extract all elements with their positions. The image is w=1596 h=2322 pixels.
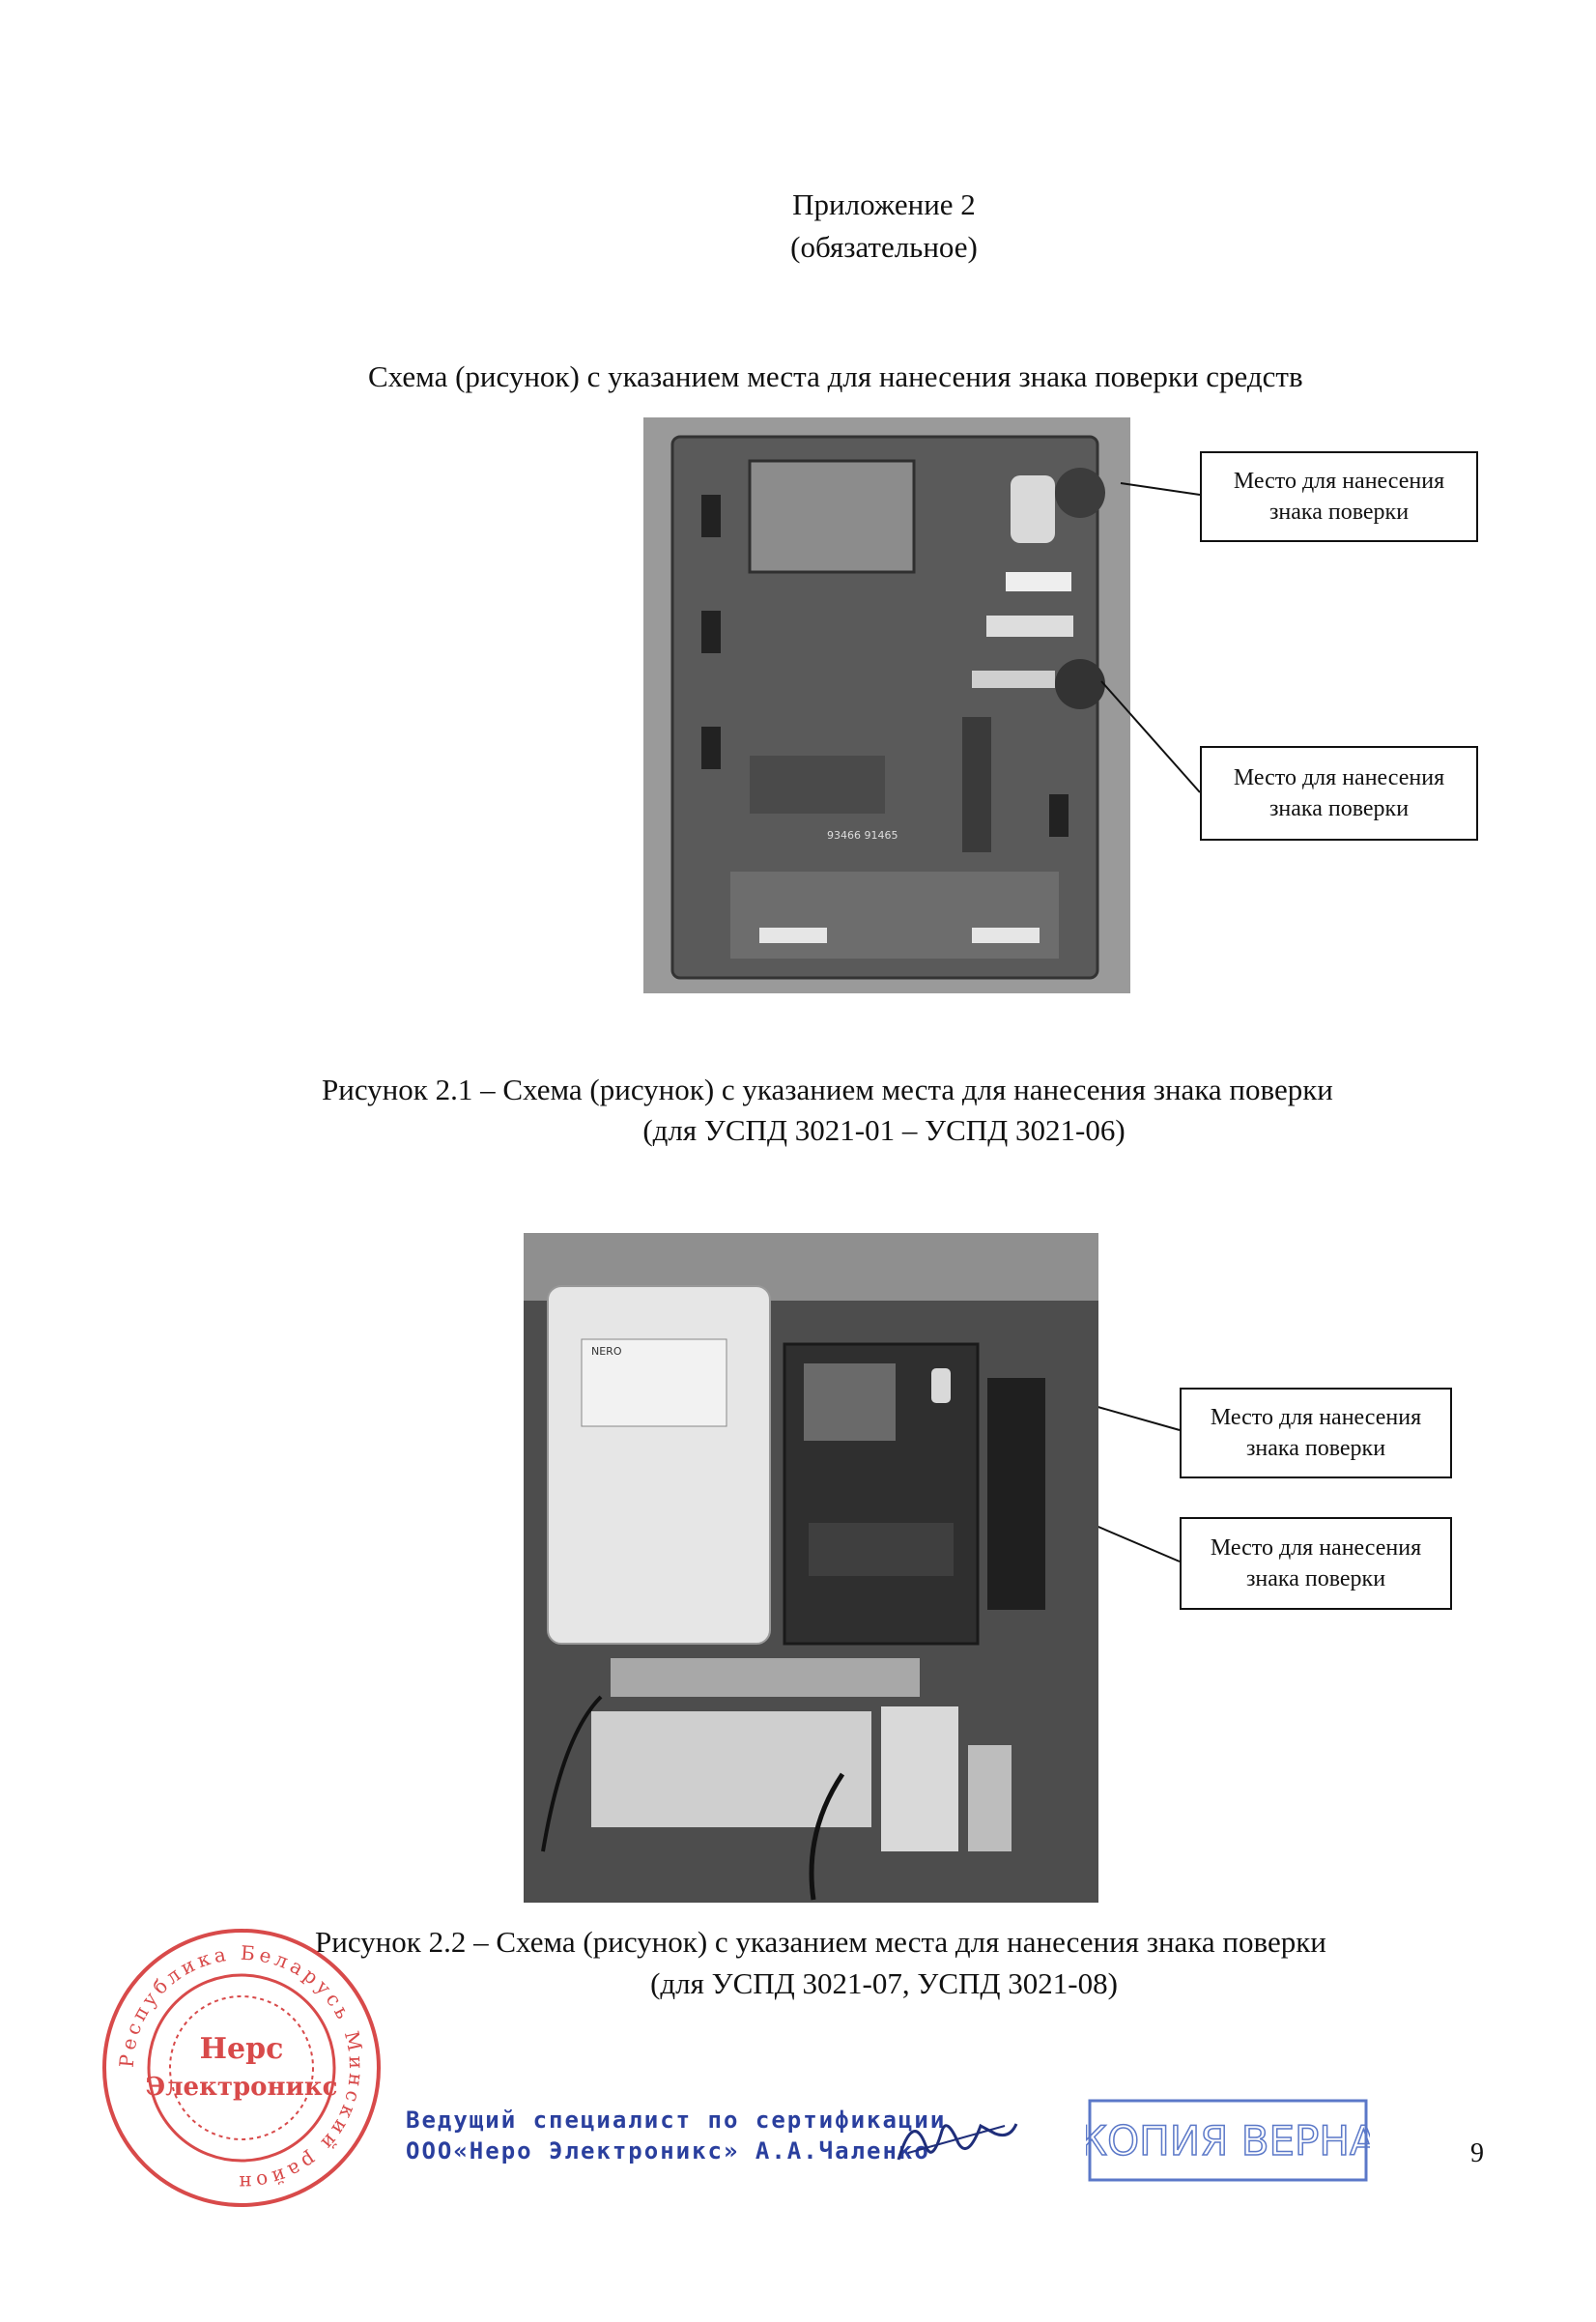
stamp-center-text-1: Нерс	[199, 2032, 284, 2066]
stamp-center-text-2: Электроникс	[145, 2073, 338, 2102]
appendix-subtitle: (обязательное)	[790, 230, 978, 264]
figure-2-photo	[524, 1233, 1098, 1903]
callout-line2: знака поверки	[1245, 1436, 1386, 1461]
scheme-heading: Схема (рисунок) с указанием места для нанесения знака поверки средств	[368, 359, 1303, 393]
signatory-name: ООО«Неро Электроникс» А.А.Чаленко	[406, 2137, 930, 2164]
svg-text:Республика Беларусь Минский ра	[115, 1941, 368, 2194]
stamp-ring-text: Республика Беларусь Минский район	[114, 1940, 369, 2195]
copy-certified-stamp	[1086, 2097, 1370, 2184]
figure-1-caption: Рисунок 2.1 – Схема (рисунок) с указанием места для нанесения знака поверки	[322, 1073, 1333, 1106]
callout-verification-mark-2	[1200, 746, 1478, 841]
callout-line1: Место для нанесения	[1210, 1535, 1422, 1561]
figure-1-caption-sub: (для УСПД 3021-01 – УСПД 3021-06)	[642, 1113, 1126, 1147]
copy-stamp-text: КОПИЯ ВЕРНА	[1086, 2117, 1370, 2164]
signatory-position: Ведущий специалист по сертификации	[406, 2107, 947, 2134]
company-round-stamp	[97, 1923, 386, 2213]
page-number: 9	[1470, 2138, 1484, 2168]
callout-verification-mark-3	[1180, 1388, 1452, 1478]
callout-line2: знака поверки	[1245, 1566, 1386, 1591]
callout-verification-mark-4	[1180, 1517, 1452, 1610]
device-photo-2-illustration	[524, 1233, 1098, 1903]
callout-line1: Место для нанесения	[1233, 765, 1445, 790]
appendix-title: Приложение 2	[792, 187, 976, 221]
device-photo-2-label: NERO	[591, 1345, 622, 1358]
figure-2-caption: Рисунок 2.2 – Схема (рисунок) с указанием места для нанесения знака поверки	[315, 1925, 1326, 1959]
device-photo-1-label: 93466 91465	[827, 829, 898, 842]
figure-2-caption-sub: (для УСПД 3021-07, УСПД 3021-08)	[650, 1966, 1118, 2000]
callout-line1: Место для нанесения	[1233, 469, 1445, 494]
handwritten-signature	[889, 2107, 1024, 2174]
callout-line2: знака поверки	[1268, 500, 1410, 525]
signature-block	[406, 2105, 946, 2166]
callout-line1: Место для нанесения	[1210, 1405, 1422, 1430]
callout-verification-mark-1	[1200, 451, 1478, 542]
callout-line2: знака поверки	[1268, 796, 1410, 821]
